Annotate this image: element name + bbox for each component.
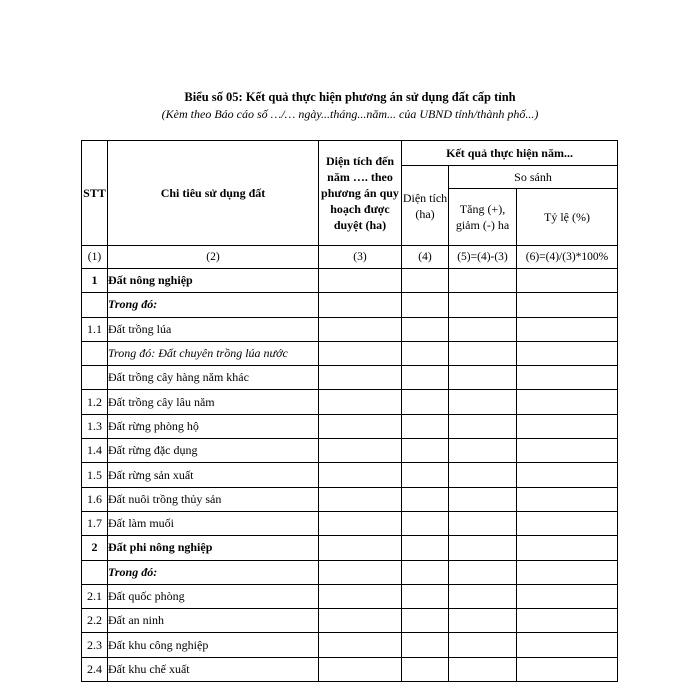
row-value-cell [517, 560, 618, 584]
row-value-cell [319, 633, 402, 657]
row-stt: 1.1 [82, 317, 108, 341]
row-value-cell [449, 439, 517, 463]
table-row [82, 657, 618, 681]
row-value-cell [449, 269, 517, 293]
row-value-cell [402, 293, 449, 317]
row-value-cell [449, 657, 517, 681]
row-value-cell [402, 633, 449, 657]
row-land-use-name: Trong đó: [108, 560, 319, 584]
row-value-cell [449, 487, 517, 511]
row-value-cell [449, 584, 517, 608]
row-value-cell [402, 487, 449, 511]
table-row [82, 633, 618, 657]
row-value-cell [517, 317, 618, 341]
table-row [82, 609, 618, 633]
row-value-cell [402, 511, 449, 535]
table-row [82, 341, 618, 365]
row-value-cell [319, 584, 402, 608]
table-row [82, 463, 618, 487]
column-number-row [82, 246, 618, 269]
row-value-cell [517, 414, 618, 438]
row-value-cell [319, 657, 402, 681]
row-land-use-name: Đất phi nông nghiệp [108, 536, 319, 560]
row-land-use-name: Đất rừng đặc dụng [108, 439, 319, 463]
table-row [82, 366, 618, 390]
row-value-cell [402, 390, 449, 414]
header-dien-tich-ha: Diện tích (ha) [402, 166, 449, 246]
row-land-use-name: Đất rừng phòng hộ [108, 414, 319, 438]
row-stt [82, 560, 108, 584]
row-value-cell [402, 269, 449, 293]
header-ket-qua-thuc-hien: Kết quả thực hiện năm... [402, 141, 618, 166]
row-value-cell [402, 317, 449, 341]
row-value-cell [402, 609, 449, 633]
row-value-cell [449, 609, 517, 633]
header-stt: STT [82, 141, 108, 246]
row-value-cell [449, 560, 517, 584]
row-value-cell [319, 560, 402, 584]
row-value-cell [517, 609, 618, 633]
row-value-cell [402, 414, 449, 438]
column-number: (1) [82, 246, 108, 269]
row-land-use-name: Đất khu chế xuất [108, 657, 319, 681]
header-ty-le: Tỷ lệ (%) [517, 189, 618, 246]
row-stt [82, 366, 108, 390]
row-land-use-name: Đất nông nghiệp [108, 269, 319, 293]
table-row [82, 439, 618, 463]
row-land-use-name: Đất trồng cây hàng năm khác [108, 366, 319, 390]
row-value-cell [319, 414, 402, 438]
column-number: (4) [402, 246, 449, 269]
row-value-cell [449, 463, 517, 487]
row-value-cell [402, 560, 449, 584]
row-stt [82, 293, 108, 317]
row-value-cell [449, 390, 517, 414]
row-value-cell [517, 293, 618, 317]
row-land-use-name: Đất làm muối [108, 511, 319, 535]
row-value-cell [517, 269, 618, 293]
row-stt: 1.5 [82, 463, 108, 487]
row-value-cell [517, 366, 618, 390]
row-land-use-name: Đất trồng lúa [108, 317, 319, 341]
row-stt [82, 341, 108, 365]
row-stt: 2.3 [82, 633, 108, 657]
row-value-cell [402, 584, 449, 608]
row-value-cell [517, 341, 618, 365]
column-number: (2) [108, 246, 319, 269]
row-value-cell [319, 317, 402, 341]
row-land-use-name: Đất an ninh [108, 609, 319, 633]
row-land-use-name: Đất trồng cây lâu năm [108, 390, 319, 414]
table-row [82, 536, 618, 560]
row-stt: 2.2 [82, 609, 108, 633]
row-stt: 1.7 [82, 511, 108, 535]
row-value-cell [449, 536, 517, 560]
table-row [82, 390, 618, 414]
header-so-sanh: So sánh [449, 166, 618, 189]
row-value-cell [402, 439, 449, 463]
row-value-cell [319, 269, 402, 293]
row-value-cell [319, 463, 402, 487]
table-row [82, 269, 618, 293]
column-number: (3) [319, 246, 402, 269]
row-value-cell [449, 414, 517, 438]
row-land-use-name: Trong đó: [108, 293, 319, 317]
row-value-cell [517, 439, 618, 463]
row-value-cell [402, 366, 449, 390]
row-land-use-name: Đất nuôi trồng thủy sản [108, 487, 319, 511]
table-row [82, 511, 618, 535]
header-dien-tich-den-nam: Diện tích đến năm …. theo phương án quy hoạch được duyệt (ha) [319, 141, 402, 246]
row-value-cell [449, 317, 517, 341]
row-value-cell [319, 439, 402, 463]
row-stt: 2 [82, 536, 108, 560]
row-value-cell [319, 366, 402, 390]
row-stt: 1 [82, 269, 108, 293]
table-row [82, 584, 618, 608]
row-stt: 1.2 [82, 390, 108, 414]
row-value-cell [449, 366, 517, 390]
row-stt: 2.4 [82, 657, 108, 681]
row-value-cell [517, 657, 618, 681]
row-value-cell [449, 341, 517, 365]
row-value-cell [402, 341, 449, 365]
row-value-cell [319, 609, 402, 633]
row-value-cell [319, 536, 402, 560]
row-value-cell [319, 293, 402, 317]
row-value-cell [517, 536, 618, 560]
table-row [82, 317, 618, 341]
row-value-cell [319, 390, 402, 414]
land-use-results-table [81, 140, 618, 682]
row-stt: 1.4 [82, 439, 108, 463]
row-value-cell [449, 293, 517, 317]
row-land-use-name: Đất rừng sản xuất [108, 463, 319, 487]
table-row [82, 487, 618, 511]
column-number: (6)=(4)/(3)*100% [517, 246, 618, 269]
row-value-cell [517, 633, 618, 657]
header-tang-giam: Tăng (+), giảm (-) ha [449, 189, 517, 246]
row-value-cell [449, 633, 517, 657]
row-value-cell [517, 463, 618, 487]
column-number: (5)=(4)-(3) [449, 246, 517, 269]
header-chi-tieu: Chi tiêu sử dụng đất [108, 141, 319, 246]
row-value-cell [449, 511, 517, 535]
row-value-cell [402, 657, 449, 681]
row-stt: 2.1 [82, 584, 108, 608]
row-land-use-name: Đất khu công nghiệp [108, 633, 319, 657]
table-row [82, 414, 618, 438]
row-land-use-name: Đất quốc phòng [108, 584, 319, 608]
row-value-cell [517, 487, 618, 511]
row-land-use-name: Trong đó: Đất chuyên trồng lúa nước [108, 341, 319, 365]
row-value-cell [319, 511, 402, 535]
document-title: Biểu số 05: Kết quả thực hiện phương án sử dụng đất cấp tỉnh [184, 90, 516, 104]
row-value-cell [517, 390, 618, 414]
row-stt: 1.6 [82, 487, 108, 511]
row-value-cell [402, 463, 449, 487]
row-value-cell [517, 511, 618, 535]
row-value-cell [402, 536, 449, 560]
row-value-cell [319, 487, 402, 511]
document-subtitle: (Kèm theo Báo cáo số …/… ngày...tháng...năm... của UBND tỉnh/thành phố...) [161, 107, 539, 121]
row-stt: 1.3 [82, 414, 108, 438]
row-value-cell [517, 584, 618, 608]
row-value-cell [319, 341, 402, 365]
table-row [82, 560, 618, 584]
table-row [82, 293, 618, 317]
